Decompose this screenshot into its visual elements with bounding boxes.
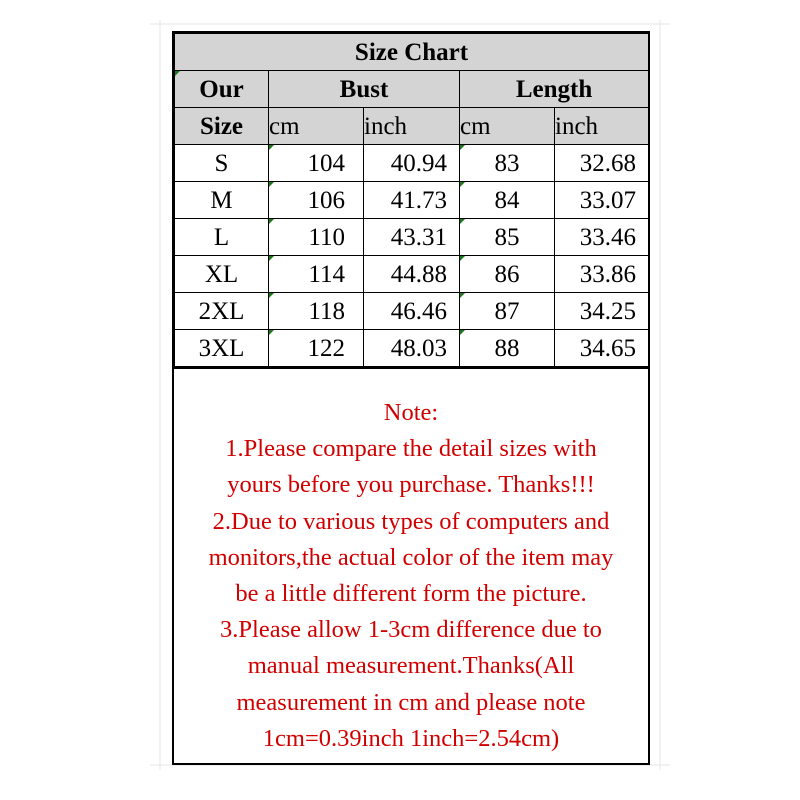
size-cell: XL (175, 256, 269, 293)
bust-inch-cell: 48.03 (364, 330, 460, 367)
size-table (174, 33, 649, 367)
bust-inch-cell: 40.94 (364, 145, 460, 182)
note-line: measurement in cm and please note (236, 688, 586, 716)
bust-inch-cell: 41.73 (364, 182, 460, 219)
note-heading: Note: (383, 399, 439, 426)
table-row (175, 182, 649, 219)
bust-cm-cell: 114 (269, 256, 364, 293)
bust-header: Bust (269, 71, 460, 108)
bust-cm-cell: 110 (269, 219, 364, 256)
note-line: monitors,the actual color of the item may (208, 543, 614, 571)
note-line: 2.Due to various types of computers and (212, 507, 610, 535)
length-cm-cell: 88 (460, 330, 555, 367)
length-inch-cell: 33.46 (555, 219, 649, 256)
note-line: be a little different form the picture. (235, 580, 587, 608)
size-header-top: Our (175, 71, 269, 108)
chart-title: Size Chart (175, 34, 649, 71)
size-cell: S (175, 145, 269, 182)
size-header-bottom: Size (175, 108, 269, 145)
length-inch-cell: 34.25 (555, 293, 649, 330)
bust-cm-cell: 106 (269, 182, 364, 219)
size-cell: M (175, 182, 269, 219)
note-line: yours before you purchase. Thanks!!! (227, 471, 595, 499)
bust-inch-cell: 46.46 (364, 293, 460, 330)
note-line: 1cm=0.39inch 1inch=2.54cm) (262, 724, 560, 752)
unit-row (175, 108, 649, 145)
size-chart (172, 31, 650, 765)
length-cm-cell: 86 (460, 256, 555, 293)
bust-cm-cell: 118 (269, 293, 364, 330)
size-cell: L (175, 219, 269, 256)
bust-cm-cell: 104 (269, 145, 364, 182)
note-line: 1.Please compare the detail sizes with (225, 435, 597, 463)
table-row (175, 145, 649, 182)
bust-inch-cell: 44.88 (364, 256, 460, 293)
length-inch-cell: 33.86 (555, 256, 649, 293)
bust-inch-cell: 43.31 (364, 219, 460, 256)
table-row (175, 293, 649, 330)
bust-cm-cell: 122 (269, 330, 364, 367)
length-cm-cell: 84 (460, 182, 555, 219)
table-row (175, 256, 649, 293)
table-row (175, 219, 649, 256)
note-section (174, 367, 648, 763)
size-cell: 3XL (175, 330, 269, 367)
note-line: 3.Please allow 1-3cm difference due to (220, 616, 602, 644)
size-cell: 2XL (175, 293, 269, 330)
note-line: manual measurement.Thanks(All (247, 652, 575, 680)
length-cm-cell: 83 (460, 145, 555, 182)
title-row (175, 34, 649, 71)
length-inch-cell: 33.07 (555, 182, 649, 219)
unit-length-cm: cm (460, 108, 555, 145)
length-cm-cell: 87 (460, 293, 555, 330)
length-cm-cell: 85 (460, 219, 555, 256)
length-header: Length (460, 71, 649, 108)
length-inch-cell: 34.65 (555, 330, 649, 367)
header-row (175, 71, 649, 108)
unit-bust-cm: cm (269, 108, 364, 145)
table-row (175, 330, 649, 367)
length-inch-cell: 32.68 (555, 145, 649, 182)
unit-bust-inch: inch (364, 108, 460, 145)
unit-length-inch: inch (555, 108, 649, 145)
